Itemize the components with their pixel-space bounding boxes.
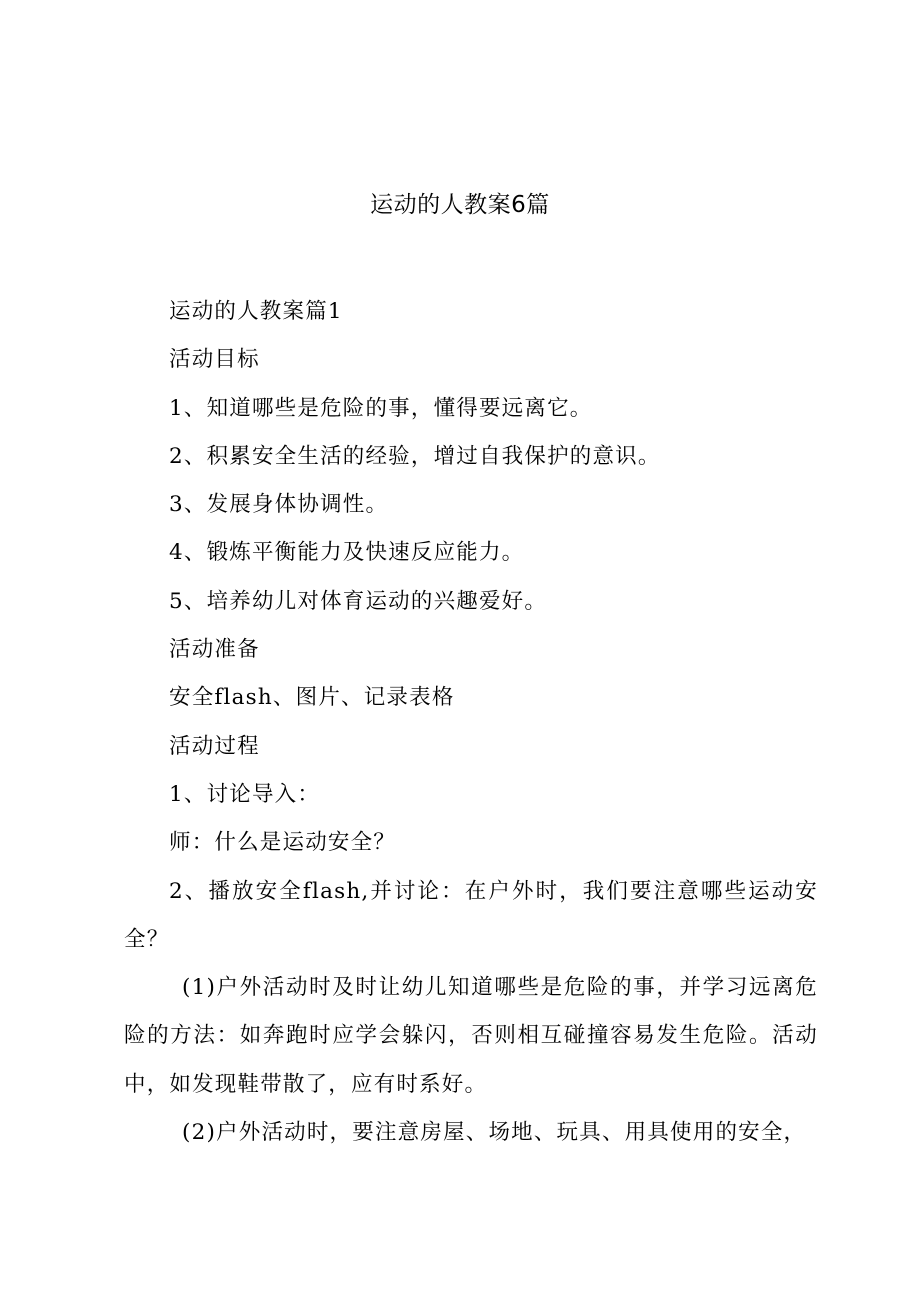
goal-item: 5、培养幼儿对体育运动的兴趣爱好。: [169, 588, 548, 614]
preparation-text: 安全flash、图片、记录表格: [169, 685, 455, 711]
process-substep: (2)户外活动时，要注意房屋、场地、玩具、用具使用的安全，: [182, 1120, 807, 1146]
process-substep: (1)户外活动时及时让幼儿知道哪些是危险的事，并学习远离危险的方法：如奔跑时应学会躲闪，否则相互碰撞容易发生危险。活动中，如发现鞋带散了，应有时系好。: [124, 975, 818, 1097]
process-step: 2、播放安全flash,并讨论：在户外时，我们要注意哪些运动安全？: [124, 878, 818, 952]
goal-item: 2、积累安全生活的经验，增过自我保护的意识。: [169, 443, 661, 469]
process-step: 1、讨论导入：: [169, 781, 321, 807]
document-title: 运动的人教案6篇: [370, 192, 550, 218]
subheading-preparation: 活动准备: [169, 637, 260, 663]
subheading-goals: 活动目标: [169, 347, 260, 373]
goal-item: 1、知道哪些是危险的事，懂得要远离它。: [169, 395, 593, 421]
section-heading: 运动的人教案篇1: [169, 299, 343, 324]
subheading-process: 活动过程: [169, 733, 260, 759]
goal-item: 3、发展身体协调性。: [169, 492, 389, 518]
process-text: 师：什么是运动安全？: [169, 830, 397, 856]
goal-item: 4、锻炼平衡能力及快速反应能力。: [169, 540, 525, 566]
document-body: [124, 288, 818, 1157]
